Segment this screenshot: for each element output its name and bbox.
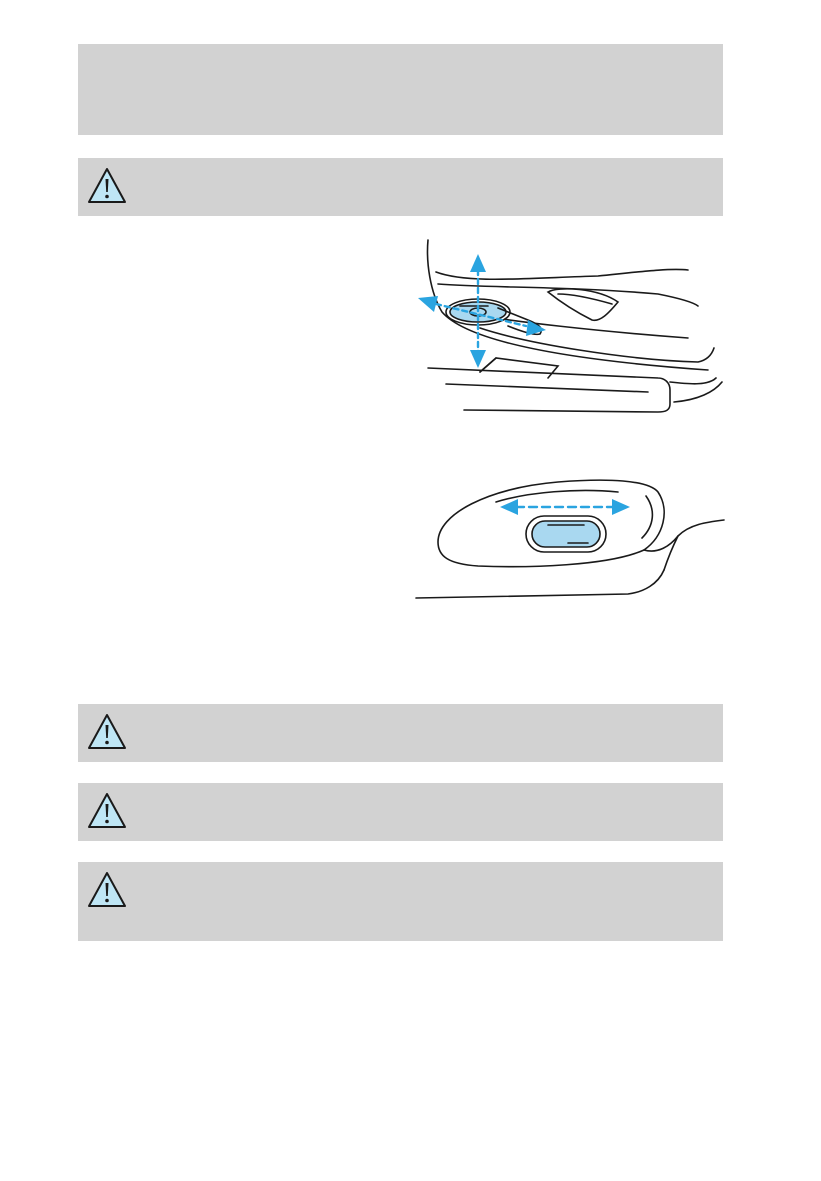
warning-triangle-icon bbox=[86, 712, 128, 752]
seat-switch-icon bbox=[526, 516, 606, 552]
warning-triangle-icon bbox=[86, 870, 128, 910]
warning-box bbox=[78, 158, 723, 216]
header-band bbox=[78, 44, 723, 135]
seat-position-switch-illustration bbox=[408, 466, 728, 606]
warning-triangle-icon bbox=[86, 166, 128, 206]
warning-box bbox=[78, 783, 723, 841]
warning-triangle-icon bbox=[86, 791, 128, 831]
warning-box bbox=[78, 862, 723, 941]
warning-box bbox=[78, 704, 723, 762]
seat-adjust-control-illustration bbox=[408, 232, 728, 432]
